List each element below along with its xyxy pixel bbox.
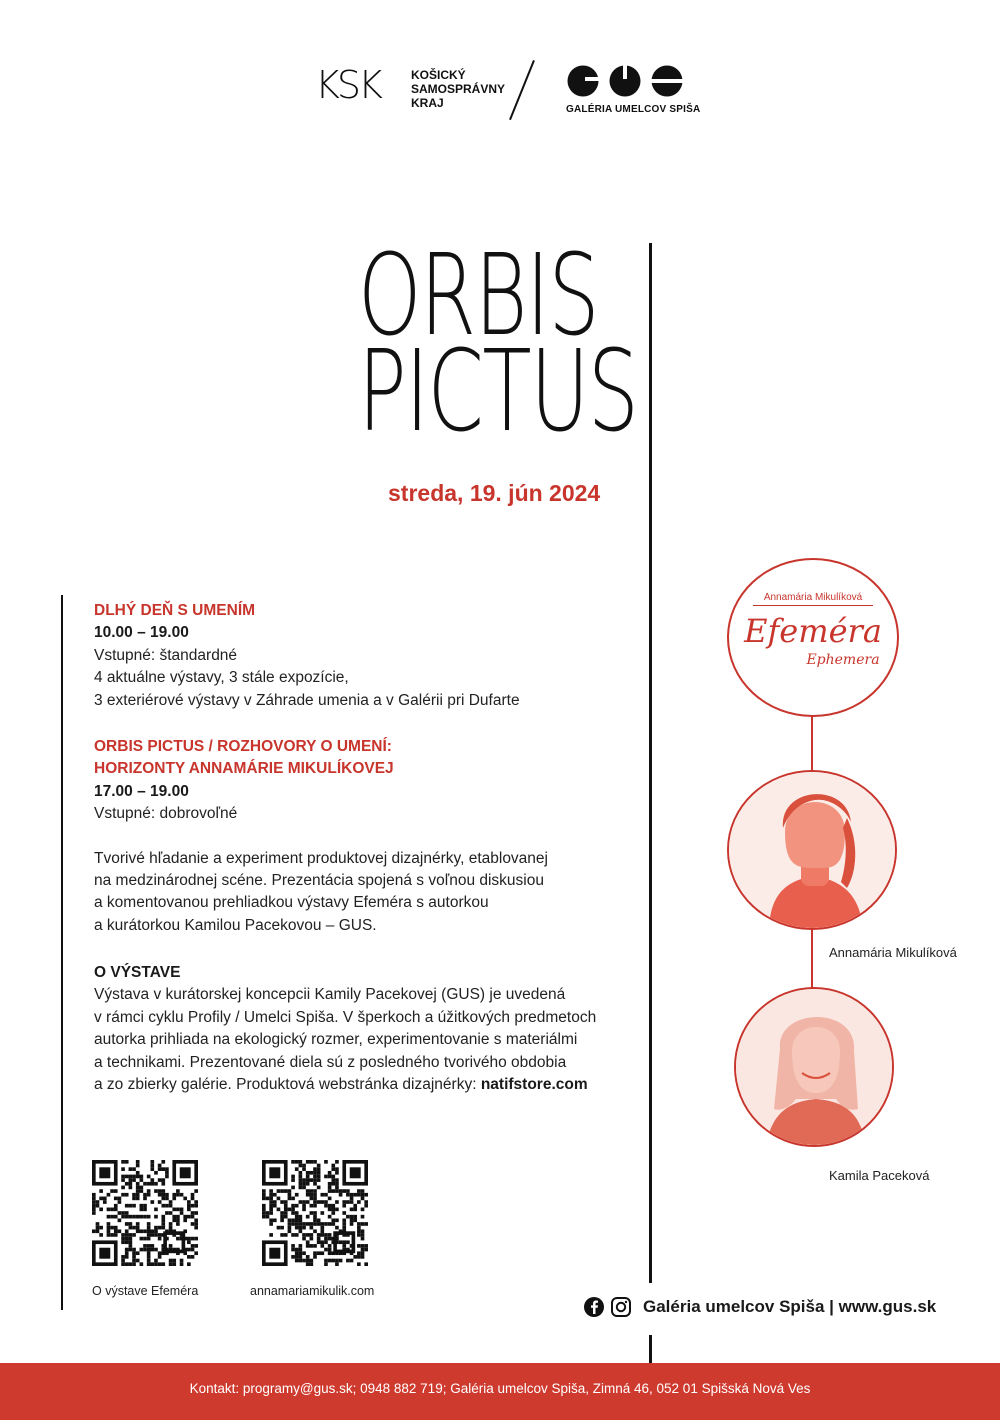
text-line: 3 exteriérové výstavy v Záhrade umenia a v Galérii pri Dufarte (94, 691, 520, 709)
exhibition-badge (727, 558, 899, 717)
badge-subtitle: Ephemera (806, 652, 880, 668)
person-name: Annamária Mikulíková (829, 945, 957, 960)
section-heading: HORIZONTY ANNAMÁRIE MIKULÍKOVEJ (94, 760, 394, 778)
text-line: v rámci cyklu Profily / Umelci Spiša. V šperkoch a úžitkových predmetoch (94, 1008, 597, 1026)
connector-line (811, 716, 813, 772)
person-name: Kamila Paceková (829, 1168, 930, 1183)
text-line: autorka prihliada na ekologický rozmer, experimentovanie s materiálmi (94, 1031, 578, 1049)
text-line: a komentovanou prehliadkou výstavy Efeméra s autorkou (94, 894, 489, 912)
gus-logo-icon (565, 63, 685, 99)
text-line: a kurátorkou Kamilou Pacekovou – GUS. (94, 916, 377, 934)
title-line-1: ORBIS (358, 231, 599, 361)
social-icons (583, 1296, 635, 1318)
text-line: Vstupné: dobrovoľné (94, 805, 238, 823)
section-heading: DLHÝ DEŇ S UMENÍM (94, 602, 256, 619)
section-time: 10.00 – 19.00 (94, 624, 189, 642)
facebook-icon[interactable] (584, 1297, 604, 1317)
text-line: Výstava v kurátorskej koncepcii Kamily Pacekovej (GUS) je uvedená (94, 986, 566, 1004)
portrait-photo-icon (729, 772, 897, 930)
badge-author: Annamária Mikulíková (729, 592, 897, 606)
logo-divider (509, 60, 534, 120)
qr-code-website-icon[interactable] (262, 1160, 368, 1266)
gus-logo-text: GALÉRIA UMELCOV SPIŠA (566, 104, 701, 115)
portrait-photo-icon (736, 989, 894, 1147)
qr-caption: annamariamikulik.com (250, 1284, 375, 1298)
portrait-kamila (734, 987, 894, 1147)
qr-caption: O výstave Efeméra (92, 1284, 199, 1298)
social-text[interactable]: Galéria umelcov Spiša | www.gus.sk (643, 1297, 937, 1316)
title-line-2: PICTUS (358, 327, 638, 457)
section-talks (94, 736, 614, 937)
text-line (94, 1074, 614, 1096)
instagram-icon[interactable] (612, 1298, 630, 1316)
vertical-divider (649, 243, 652, 1283)
text-line: Vstupné: štandardné (94, 646, 238, 664)
footer-contact: Kontakt: programy@gus.sk; 0948 882 719; Galéria umelcov Spiša, Zimná 46, 052 01 Spišská Nová Ves (189, 1381, 811, 1396)
badge-title: Efeméra (744, 612, 882, 650)
section-about (94, 962, 614, 1096)
section-time: 17.00 – 19.00 (94, 782, 189, 800)
vertical-divider-bottom (649, 1335, 652, 1365)
left-rule (61, 595, 63, 1310)
ksk-logo-mark: KSK (315, 63, 380, 107)
text-line: na medzinárodnej scéne. Prezentácia spojená s voľnou diskusiou (94, 872, 544, 890)
section-heading: O VÝSTAVE (94, 964, 181, 981)
connector-line (811, 928, 813, 989)
text-line: Tvorivé hľadanie a experiment produktovej dizajnérky, etablovanej (94, 849, 548, 867)
text-fragment: a zo zbierky galérie. Produktová webstránka dizajnérky: (94, 1076, 481, 1094)
portrait-annamaria (727, 770, 897, 930)
event-date: streda, 19. jún 2024 (388, 480, 601, 506)
section-long-day (94, 600, 614, 712)
text-line: 4 aktuálne výstavy, 3 stále expozície, (94, 669, 349, 687)
website-link[interactable]: natifstore.com (480, 1076, 588, 1094)
text-line: a technikami. Prezentované diela sú z posledného tvorivého obdobia (94, 1053, 567, 1071)
ksk-logo-text: KOŠICKÝ SAMOSPRÁVNY KRAJ (411, 68, 506, 110)
qr-code-efemera-icon[interactable] (92, 1160, 198, 1266)
section-heading: ORBIS PICTUS / ROZHOVORY O UMENÍ: (94, 738, 392, 755)
